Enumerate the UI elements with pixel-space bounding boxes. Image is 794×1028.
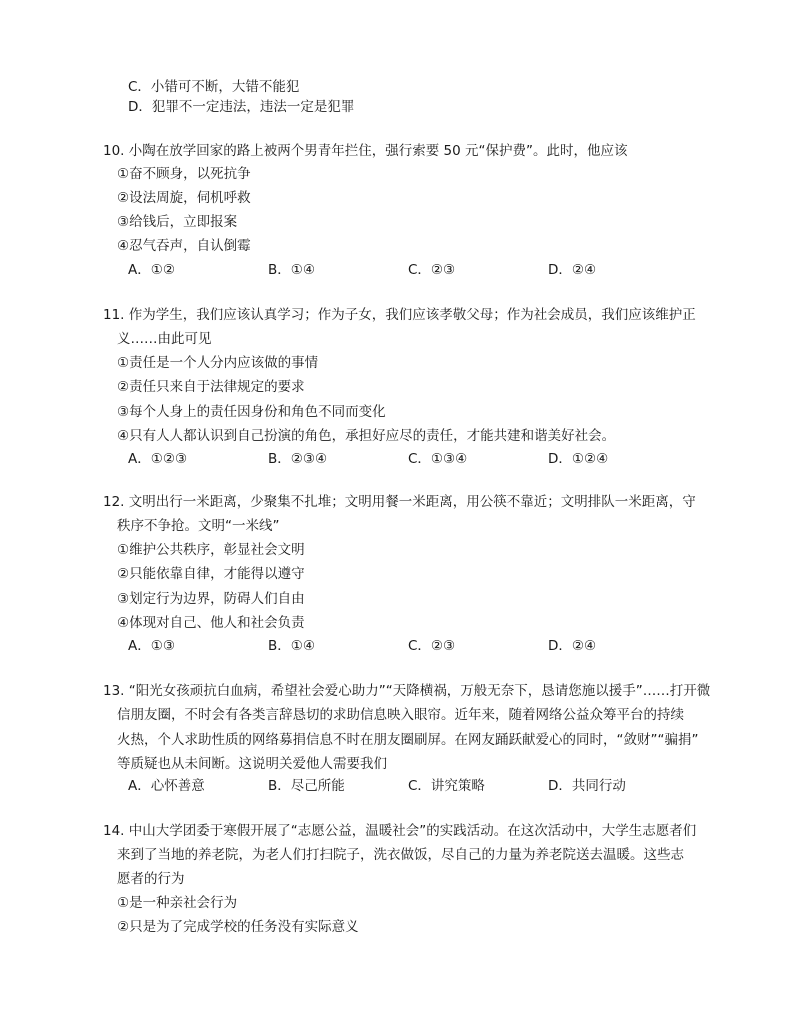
q10-stem: 10. 小陶在放学回家的路上被两个男青年拦住，强行索要 50 元“保护费”。此时，他应该: [103, 143, 628, 159]
q12-stem-line-2: 秩序不争抢。文明“一米线”: [117, 518, 280, 534]
q12-options: [128, 636, 648, 656]
q13-stem-line-1: 13. “阳光女孩顽抗白血病，希望社会爱心助力”“天降横祸，万般无奈下，恳请您施以援手”……打开微: [103, 683, 711, 699]
q12-stem-line-1: 12. 文明出行一米距离，少聚集不扎堆；文明用餐一米距离，用公筷不靠近；文明排队一米距离，守: [103, 494, 696, 510]
q12-option-b: B．①④: [268, 638, 315, 654]
q13-option-b: B．尽己所能: [268, 778, 345, 794]
q11-option-d: D．①②④: [548, 451, 609, 467]
q12-option-d: D．②④: [548, 638, 597, 654]
q13-stem-line-3: 火热，个人求助性质的网络募捐信息不时在朋友圈刷屏。在网友踊跃献爱心的同时，“敛财”“骗捐”: [117, 732, 699, 748]
q10-option-a: A．①②: [128, 262, 175, 278]
q12-item-3: ③划定行为边界，防碍人们自由: [117, 591, 305, 607]
q11-option-a: A．①②③: [128, 451, 188, 467]
q10-option-c: C．②③: [408, 262, 456, 278]
q11-stem-line-1: 11. 作为学生，我们应该认真学习；作为子女，我们应该孝敬父母；作为社会成员，我们应该维护正: [103, 307, 696, 323]
q14-stem-line-1: 14. 中山大学团委于寒假开展了“志愿公益，温暖社会”的实践活动。在这次活动中，大学生志愿者们: [103, 823, 697, 839]
q10-option-d: D．②④: [548, 262, 597, 278]
q9-option-c: C．小错可不断，大错不能犯: [128, 79, 300, 95]
q12-item-2: ②只能依靠自律，才能得以遵守: [117, 566, 305, 582]
q13-options: [128, 776, 648, 796]
q13-option-c: C．讲究策略: [408, 778, 485, 794]
q12-item-1: ①维护公共秩序，彰显社会文明: [117, 542, 305, 558]
q14-stem-line-3: 愿者的行为: [117, 871, 185, 887]
q14-item-1: ①是一种亲社会行为: [117, 895, 238, 911]
q11-item-1: ①责任是一个人分内应该做的事情: [117, 355, 319, 371]
q11-stem-line-2: 义……由此可见: [117, 331, 212, 347]
q13-stem-line-4: 等质疑也从未间断。这说明关爱他人需要我们: [117, 756, 387, 772]
q13-stem-line-2: 信朋友圈，不时会有各类言辞恳切的求助信息映入眼帘。近年来，随着网络公益众筹平台的持续: [117, 707, 684, 723]
q13-option-a: A．心怀善意: [128, 778, 205, 794]
q12-option-c: C．②③: [408, 638, 456, 654]
q14-item-2: ②只是为了完成学校的任务没有实际意义: [117, 919, 359, 935]
q11-options: [128, 449, 648, 469]
q11-item-3: ③每个人身上的责任因身份和角色不同而变化: [117, 404, 386, 420]
q10-option-b: B．①④: [268, 262, 315, 278]
q9-option-d: D．犯罪不一定违法，违法一定是犯罪: [128, 99, 355, 115]
q12-item-4: ④体现对自己、他人和社会负责: [117, 615, 305, 631]
q10-item-1: ①奋不顾身，以死抗争: [117, 166, 251, 182]
q13-option-d: D．共同行动: [548, 778, 626, 794]
q14-stem-line-2: 来到了当地的养老院，为老人们打扫院子，洗衣做饭，尽自己的力量为养老院送去温暖。这些志: [117, 847, 684, 863]
q12-option-a: A．①③: [128, 638, 175, 654]
q11-item-2: ②责任只来自于法律规定的要求: [117, 379, 305, 395]
q11-option-c: C．①③④: [408, 451, 468, 467]
q10-item-4: ④忍气吞声，自认倒霉: [117, 238, 251, 254]
q10-item-3: ③给钱后，立即报案: [117, 214, 238, 230]
q11-item-4: ④只有人人都认识到自己扮演的角色，承担好应尽的责任，才能共建和谐美好社会。: [117, 428, 616, 444]
q11-option-b: B．②③④: [268, 451, 328, 467]
q10-item-2: ②设法周旋，伺机呼救: [117, 190, 251, 206]
q10-options: [128, 260, 648, 280]
